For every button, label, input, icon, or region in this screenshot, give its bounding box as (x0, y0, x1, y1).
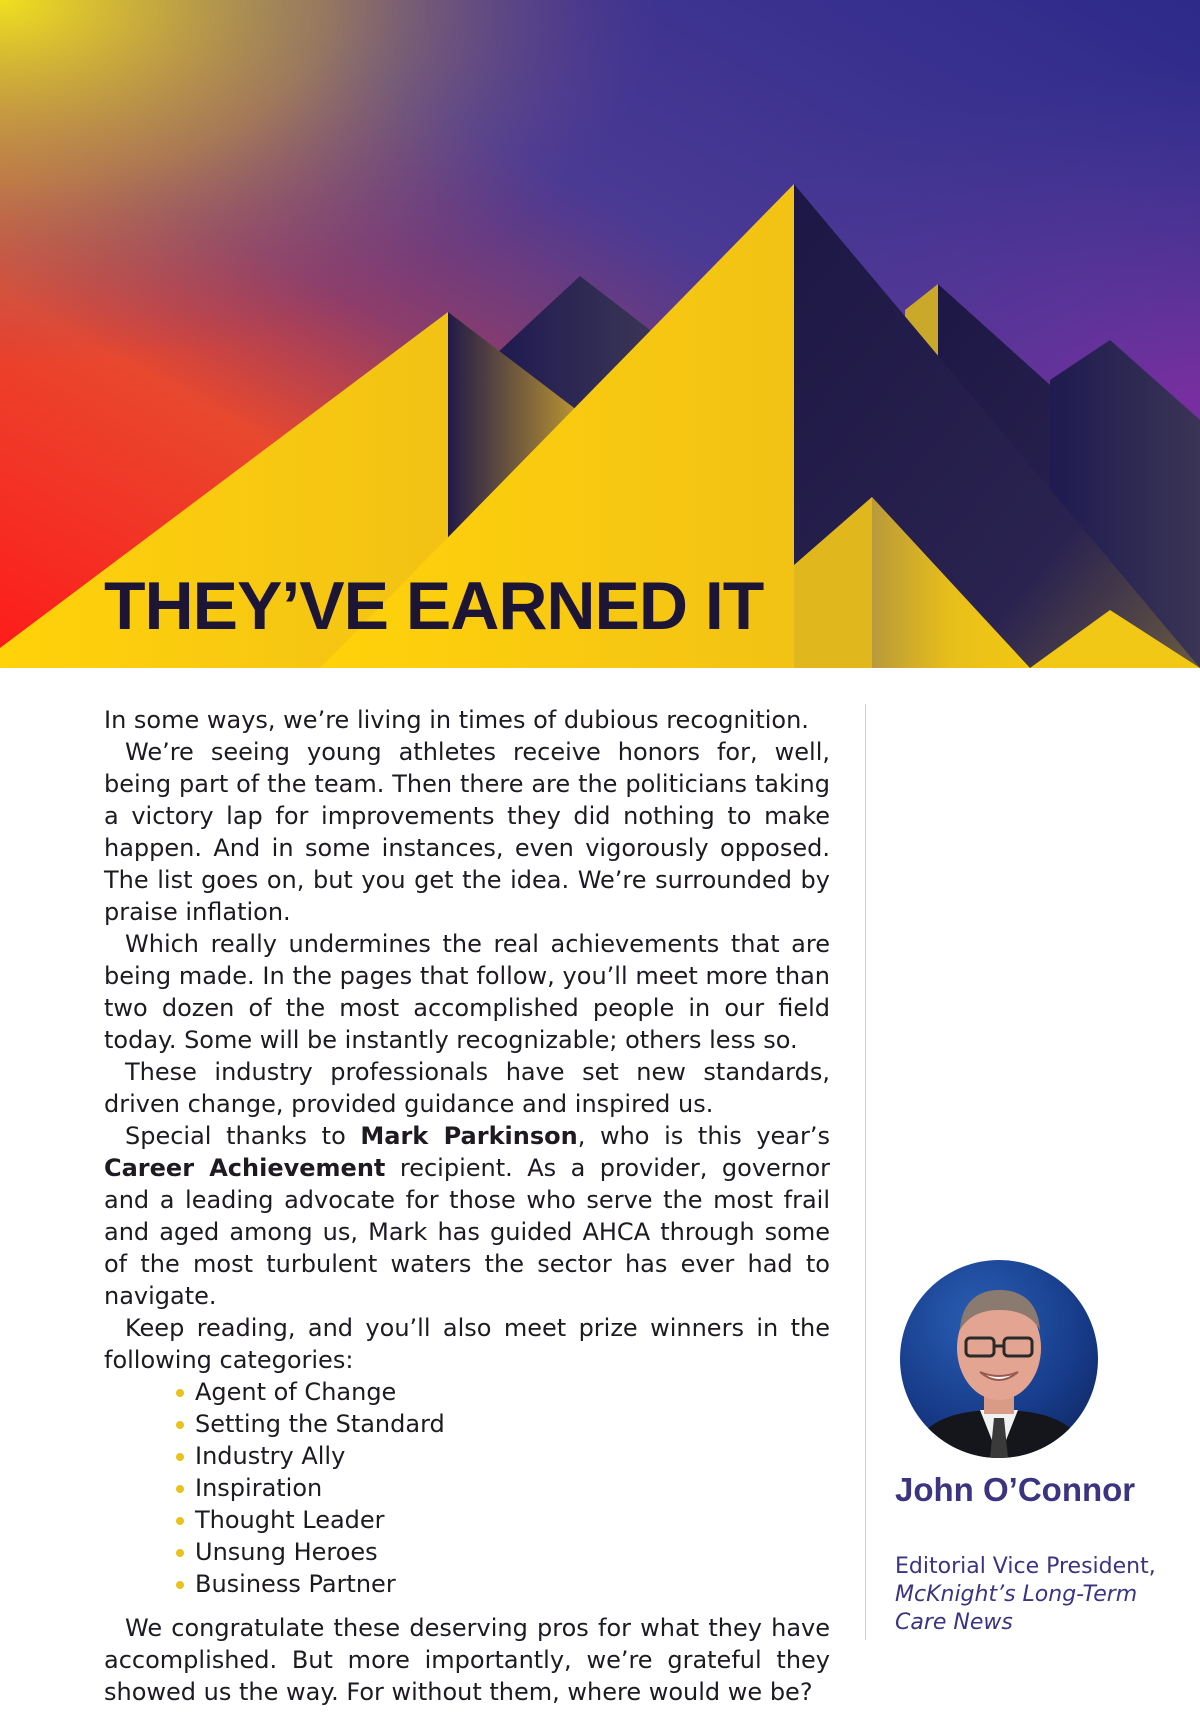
hero-banner (0, 0, 1200, 668)
page-title: THEY’VE EARNED IT (104, 568, 764, 644)
list-item (174, 1568, 830, 1600)
author-role (895, 1553, 1185, 1637)
category-label: Business Partner (195, 1570, 396, 1598)
bullet-dot-icon (176, 1517, 184, 1525)
author-title: Editorial Vice President, (895, 1554, 1156, 1579)
paragraph-closing: We congratulate these deserving pros for what they have accomplished. But more importantly, we’re grateful they showed us the way. For without them, where would we be? (104, 1614, 830, 1706)
thanks-text-b: , who is this year’s (577, 1122, 830, 1150)
paragraph-special-thanks (104, 1120, 830, 1312)
paragraph-achievements: Which really undermines the real achievements that are being made. In the pages that follow, you’ll meet more than two dozen of the most accomplished people in our field today. Some will be instantly recognizable; others less so. (104, 930, 830, 1054)
thanks-text-a: Special thanks to (125, 1122, 361, 1150)
bullet-dot-icon (176, 1453, 184, 1461)
bullet-dot-icon (176, 1581, 184, 1589)
paragraph-categories-intro: Keep reading, and you’ll also meet prize winners in the following categories: (104, 1314, 830, 1374)
bullet-dot-icon (176, 1485, 184, 1493)
thanks-text-c: recipient. As a provider, governor and a leading advocate for those who serve the most frail and aged among us, Mark has guided AHCA through some of the most turbulent waters the sector has ever had to navigate. (104, 1154, 830, 1310)
list-item (174, 1536, 830, 1568)
author-name: John O’Connor (895, 1471, 1136, 1508)
author-avatar (900, 1260, 1098, 1458)
paragraph-athletes: We’re seeing young athletes receive honors for, well, being part of the team. Then there are the politicians taking a victory lap for improvements they did nothing to make happen. And in some instances, even vigorously opposed. The list goes on, but you get the idea. We’re surrounded by praise inflation. (104, 738, 830, 926)
list-item (174, 1472, 830, 1504)
paragraph-intro: In some ways, we’re living in times of dubious recognition. (104, 706, 809, 734)
list-item (174, 1440, 830, 1472)
category-label: Industry Ally (195, 1442, 346, 1470)
award-name: Career Achievement (104, 1154, 386, 1182)
article-body (104, 704, 830, 1708)
category-label: Inspiration (195, 1474, 323, 1502)
author-portrait-icon (900, 1260, 1098, 1458)
category-label: Setting the Standard (195, 1410, 445, 1438)
bullet-dot-icon (176, 1421, 184, 1429)
category-label: Thought Leader (195, 1506, 385, 1534)
publication-name: McKnight’s Long-Term Care News (895, 1582, 1138, 1635)
list-item (174, 1376, 830, 1408)
list-item (174, 1504, 830, 1536)
category-list (104, 1376, 830, 1600)
paragraph-professionals: These industry professionals have set new standards, driven change, provided guidance and inspired us. (104, 1058, 830, 1118)
category-label: Unsung Heroes (195, 1538, 378, 1566)
bullet-dot-icon (176, 1549, 184, 1557)
column-divider (865, 704, 866, 1640)
list-item (174, 1408, 830, 1440)
category-label: Agent of Change (195, 1378, 397, 1406)
bullet-dot-icon (176, 1389, 184, 1397)
honoree-name: Mark Parkinson (360, 1122, 578, 1150)
